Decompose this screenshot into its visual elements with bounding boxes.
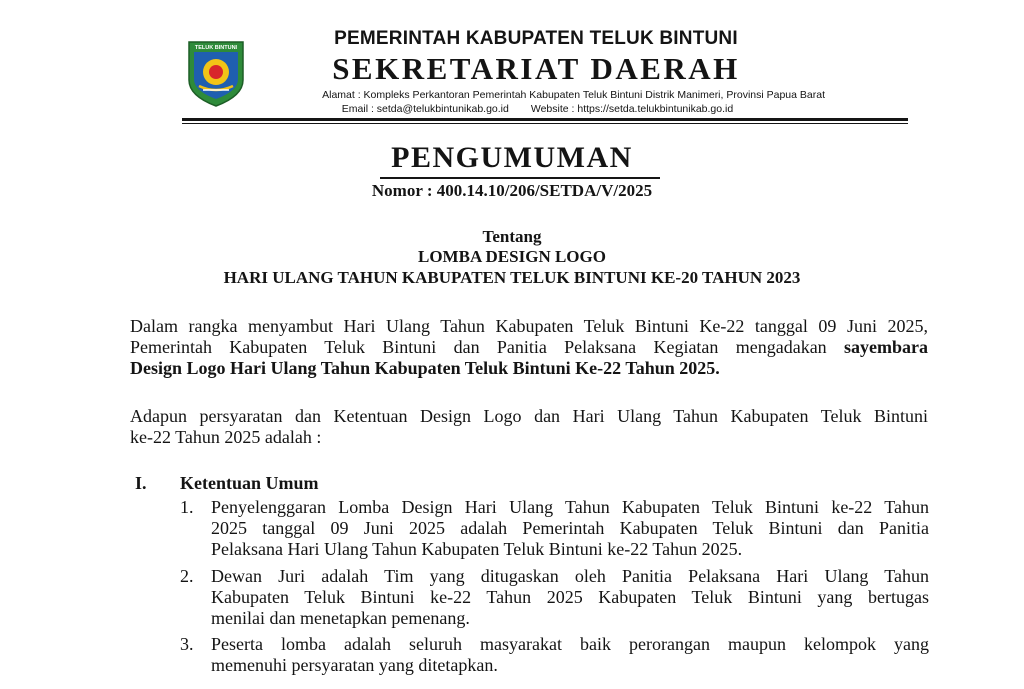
requirements-line-2: ke-22 Tahun 2025 adalah : — [130, 427, 322, 447]
list-item — [211, 566, 929, 629]
list-item-line: memenuhi persyaratan yang ditetapkan. — [211, 655, 498, 675]
list-item-line: Dewan Juri adalah Tim yang ditugaskan oleh Panitia Pelaksana Hari Ulang Tahun — [211, 566, 929, 586]
announcement-subject-1: LOMBA DESIGN LOGO — [418, 247, 606, 266]
regency-emblem-logo — [185, 36, 247, 108]
list-item-number: 3. — [180, 634, 194, 654]
letterhead-rule-thick — [182, 118, 908, 121]
letterhead-government-name: PEMERINTAH KABUPATEN TELUK BINTUNI — [334, 28, 738, 49]
intro-line-2-bold: sayembara — [844, 337, 928, 357]
intro-line-3: Design Logo Hari Ulang Tahun Kabupaten Teluk Bintuni Ke-22 Tahun 2025. — [130, 358, 720, 378]
list-item-line: Kabupaten Teluk Bintuni ke-22 Tahun 2025 Kabupaten Teluk Bintuni yang bertugas — [211, 587, 929, 607]
requirements-line-1: Adapun persyaratan dan Ketentuan Design Logo dan Hari Ulang Tahun Kabupaten Teluk Bintuni — [130, 406, 928, 426]
list-item-line: Pelaksana Hari Ulang Tahun Kabupaten Teluk Bintuni ke-22 Tahun 2025. — [211, 539, 743, 559]
announcement-subject-2: HARI ULANG TAHUN KABUPATEN TELUK BINTUNI KE-20 TAHUN 2023 — [223, 268, 801, 287]
list-item-line: Penyelenggaran Lomba Design Hari Ulang Tahun Kabupaten Teluk Bintuni ke-22 Tahun — [211, 497, 929, 517]
section-number: I. — [135, 473, 147, 493]
letterhead-contact — [250, 103, 825, 115]
intro-paragraph — [130, 316, 928, 379]
list-item-line: menilai dan menetapkan pemenang. — [211, 608, 470, 628]
list-item — [211, 634, 929, 676]
announcement-title: PENGUMUMAN — [391, 141, 633, 174]
letterhead-office-name: SEKRETARIAT DAERAH — [332, 51, 740, 86]
list-item-number: 1. — [180, 497, 194, 517]
intro-line-1: Dalam rangka menyambut Hari Ulang Tahun Kabupaten Teluk Bintuni Ke-22 tanggal 09 Juni 2025, — [130, 316, 928, 336]
title-underline — [380, 177, 660, 179]
letterhead-website: Website : https://setda.telukbintunikab.go.id — [530, 103, 734, 115]
list-item — [211, 497, 929, 560]
requirements-intro-paragraph — [130, 406, 928, 448]
section-title: Ketentuan Umum — [180, 473, 319, 493]
intro-line-2 — [130, 337, 928, 358]
announcement-about: Tentang — [482, 227, 542, 246]
list-item-line: 2025 tanggal 09 Juni 2025 adalah Pemerintah Kabupaten Teluk Bintuni dan Panitia — [211, 518, 929, 538]
letterhead-email: Email : setda@telukbintunikab.go.id — [341, 103, 509, 115]
announcement-number: Nomor : 400.14.10/206/SETDA/V/2025 — [371, 181, 653, 200]
intro-line-2-text: Pemerintah Kabupaten Teluk Bintuni dan Panitia Pelaksana Kegiatan mengadakan — [130, 337, 844, 357]
logo-banner-text: TELUK BINTUNI — [194, 45, 238, 51]
letterhead-rule-thin — [182, 123, 908, 124]
list-item-number: 2. — [180, 566, 194, 586]
list-item-line: Peserta lomba adalah seluruh masyarakat baik perorangan maupun kelompok yang — [211, 634, 929, 654]
letterhead-address: Alamat : Kompleks Perkantoran Pemerintah Kabupaten Teluk Bintuni Distrik Manimeri, Provinsi Papua Barat — [322, 89, 825, 101]
